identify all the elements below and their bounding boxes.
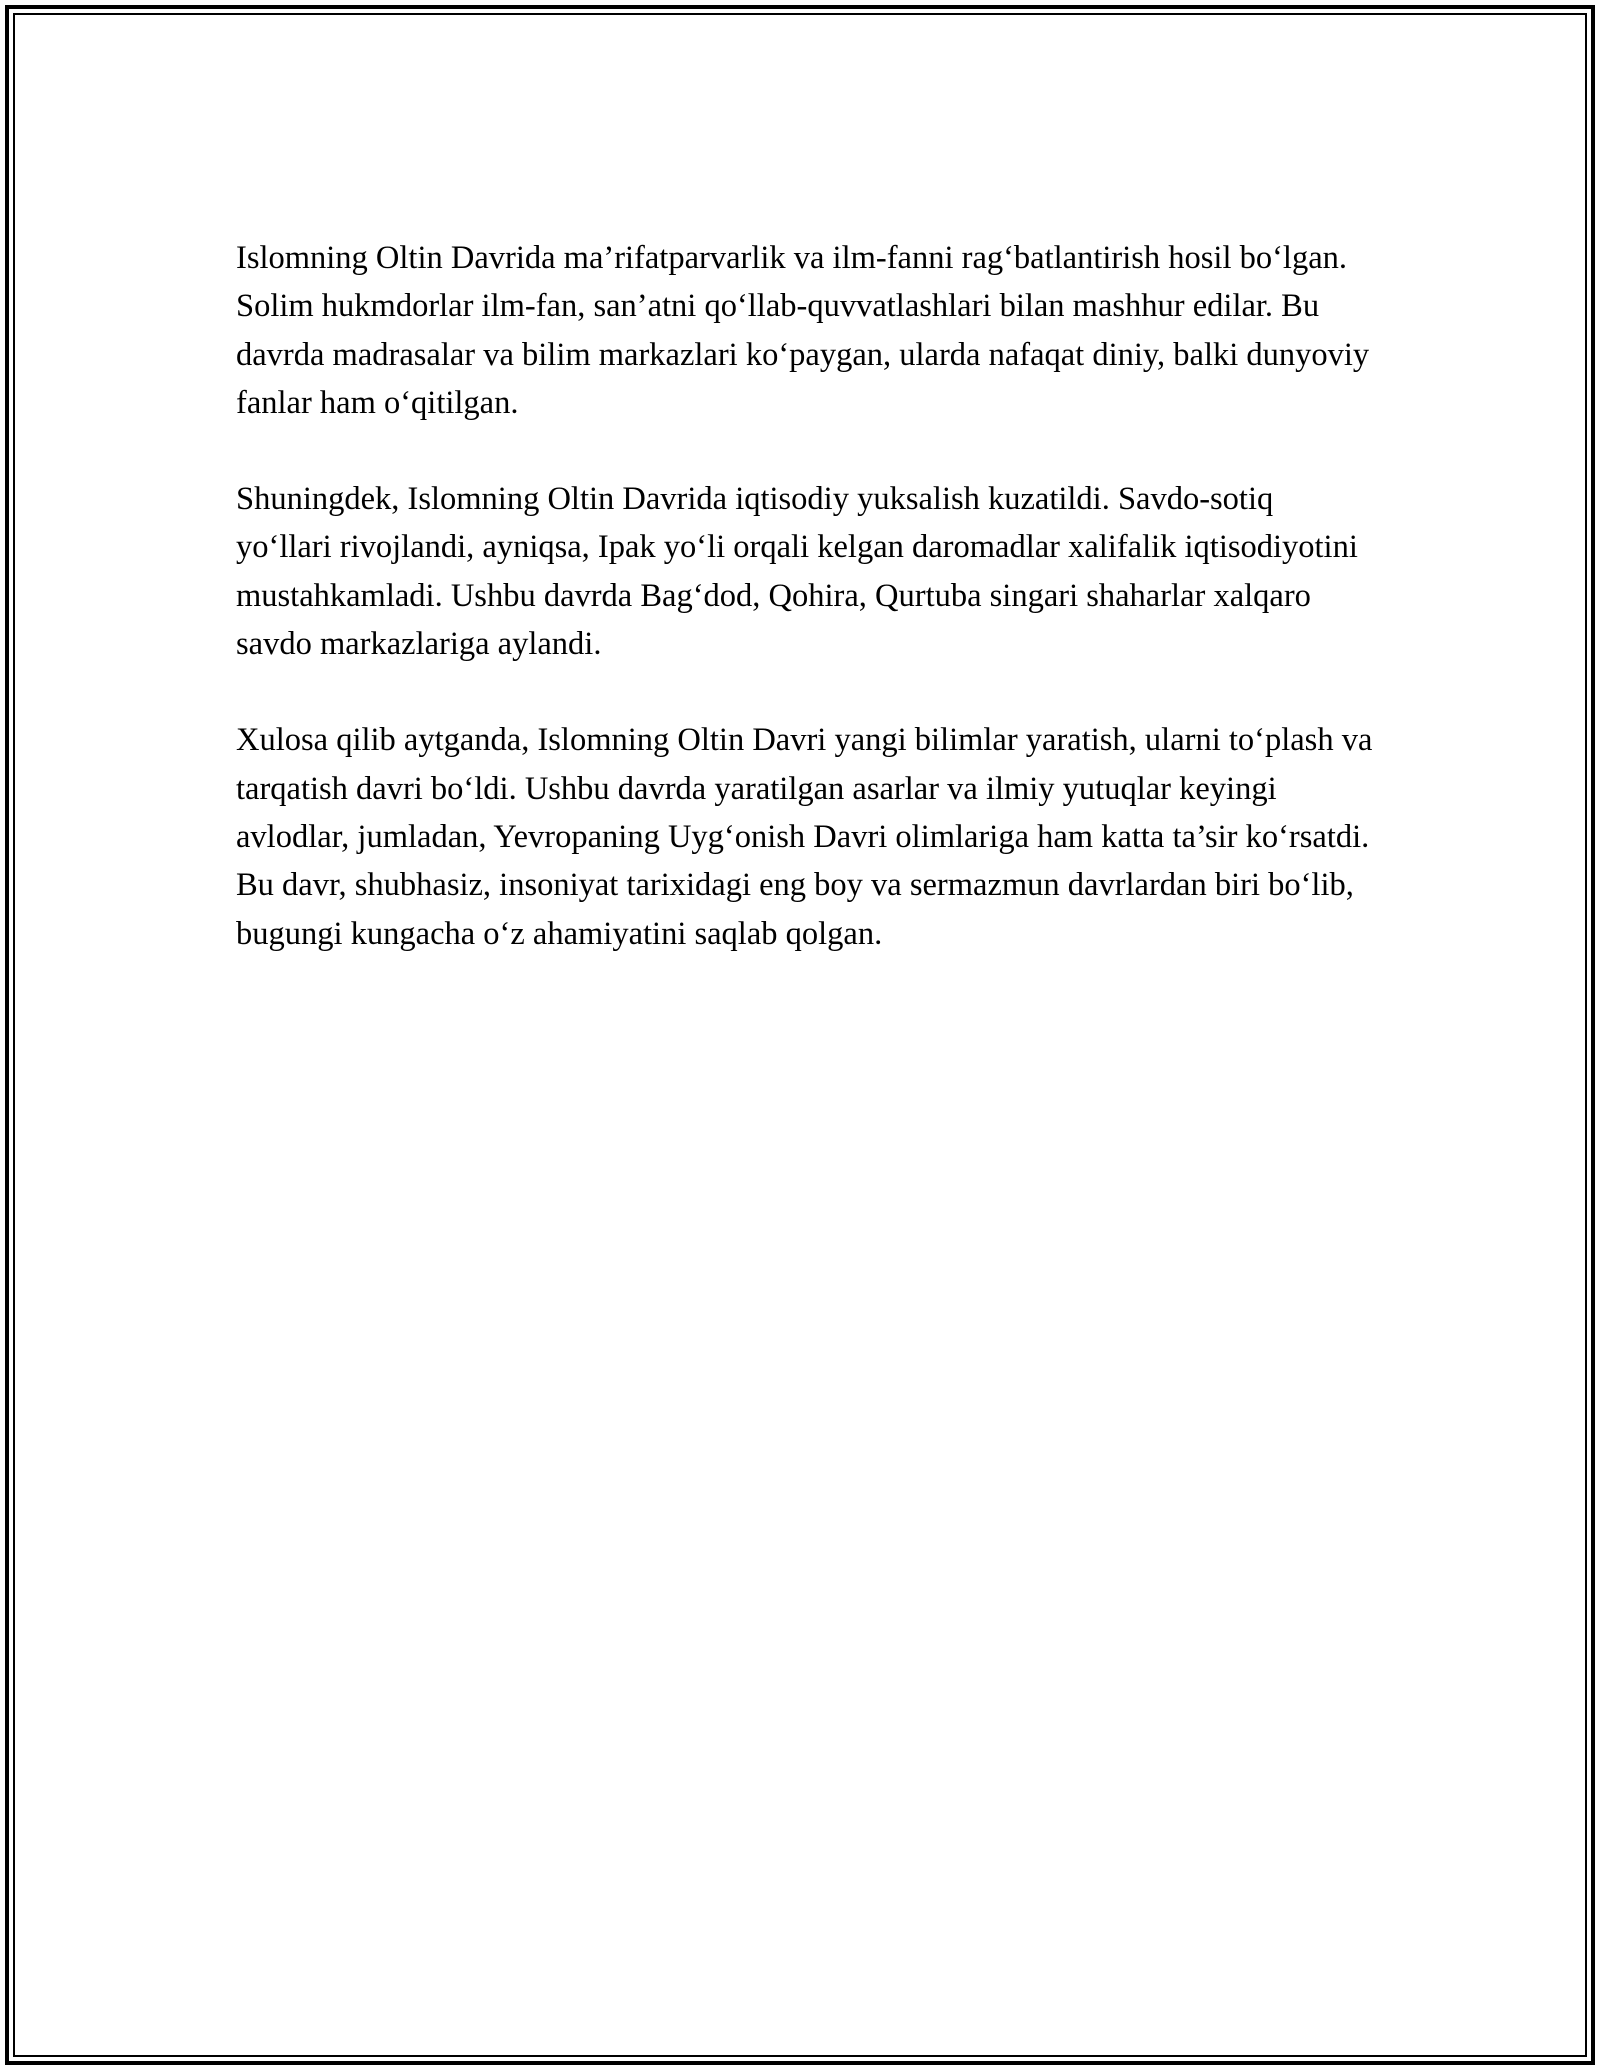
paragraph-2: Shuningdek, Islomning Oltin Davrida iqtisodiy yuksalish kuzatildi. Savdo-sotiq yo‘llari rivojlandi, ayniqsa, Ipak yo‘li orqali kelgan daromadlar xalifalik iqtisodiyotini mustahkamladi. Ushbu davrda Bag‘dod, Qohira, Qurtuba singari shaharlar xalqaro savdo markazlariga aylandi. xyxy=(236,481,1358,663)
document-body xyxy=(236,234,1376,1006)
paragraph-3: Xulosa qilib aytganda, Islomning Oltin Davri yangi bilimlar yaratish, ularni to‘plash va tarqatish davri bo‘ldi. Ushbu davrda yaratilgan asarlar va ilmiy yutuqlar keyingi avlodlar, jumladan, Yevropaning Uyg‘onish Davri olimlariga ham katta ta’sir ko‘rsatdi. Bu davr, shubhasiz, insoniyat tarixidagi eng boy va sermazmun davrlardan biri bo‘lib, bugungi kungacha o‘z ahamiyatini saqlab qolgan. xyxy=(236,722,1373,952)
paragraph-1: Islomning Oltin Davrida ma’rifatparvarlik va ilm-fanni rag‘batlantirish hosil bo‘lgan. Solim hukmdorlar ilm-fan, san’atni qo‘llab-quvvatlashlari bilan mashhur edilar. Bu davrda madrasalar va bilim markazlari ko‘paygan, ularda nafaqat diniy, balki dunyoviy fanlar ham o‘qitilgan. xyxy=(236,240,1370,421)
